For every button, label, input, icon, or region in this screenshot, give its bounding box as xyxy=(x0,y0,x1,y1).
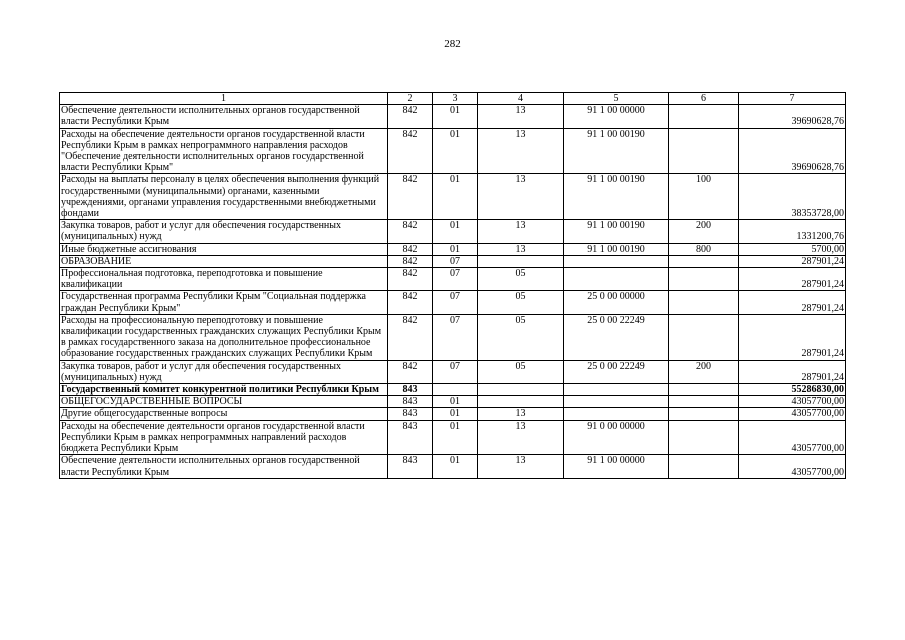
row-expense-type-cell xyxy=(669,420,739,455)
row-name-cell: Расходы на выплаты персоналу в целях обеспечения выполнения функций государственными (муниципальными) органами, казенными учреждениями, органами управления государственными внебюджетными фондами xyxy=(60,174,388,220)
table-row xyxy=(60,174,846,220)
row-subsection-cell: 13 xyxy=(478,105,564,128)
row-subsection-cell: 13 xyxy=(478,408,564,420)
row-name-cell: Другие общегосударственные вопросы xyxy=(60,408,388,420)
row-expense-type-cell xyxy=(669,128,739,174)
row-target-item-cell: 25 0 00 22249 xyxy=(564,314,669,360)
row-expense-type-cell xyxy=(669,255,739,267)
row-target-item-cell: 91 1 00 00190 xyxy=(564,243,669,255)
row-target-item-cell: 91 1 00 00000 xyxy=(564,105,669,128)
row-subsection-cell xyxy=(478,255,564,267)
row-amount-cell: 43057700,00 xyxy=(739,455,846,478)
table-row xyxy=(60,291,846,314)
row-amount-cell: 287901,24 xyxy=(739,291,846,314)
row-target-item-cell: 91 1 00 00190 xyxy=(564,174,669,220)
row-ministry-code-cell: 842 xyxy=(388,105,433,128)
row-section-cell: 01 xyxy=(433,420,478,455)
table-row xyxy=(60,243,846,255)
row-target-item-cell: 91 1 00 00000 xyxy=(564,455,669,478)
header-row xyxy=(60,93,846,105)
row-subsection-cell xyxy=(478,384,564,396)
table-row xyxy=(60,360,846,383)
row-expense-type-cell xyxy=(669,455,739,478)
table-row xyxy=(60,420,846,455)
table-row xyxy=(60,455,846,478)
row-amount-cell: 287901,24 xyxy=(739,314,846,360)
row-expense-type-cell xyxy=(669,268,739,291)
row-name-cell: Обеспечение деятельности исполнительных органов государственной власти Республики Крым xyxy=(60,455,388,478)
table-row xyxy=(60,408,846,420)
row-ministry-code-cell: 842 xyxy=(388,220,433,243)
row-target-item-cell: 25 0 00 00000 xyxy=(564,291,669,314)
row-expense-type-cell: 800 xyxy=(669,243,739,255)
row-ministry-code-cell: 843 xyxy=(388,420,433,455)
row-section-cell: 01 xyxy=(433,455,478,478)
table-row xyxy=(60,220,846,243)
row-section-cell: 01 xyxy=(433,105,478,128)
row-amount-cell: 39690628,76 xyxy=(739,105,846,128)
row-section-cell: 07 xyxy=(433,291,478,314)
row-amount-cell: 287901,24 xyxy=(739,268,846,291)
header-col-1: 1 xyxy=(60,93,388,105)
row-subsection-cell: 13 xyxy=(478,243,564,255)
row-name-cell: Расходы на обеспечение деятельности органов государственной власти Республики Крым в рамках непрограммных направлений расходов бюджета Республики Крым xyxy=(60,420,388,455)
table-row xyxy=(60,105,846,128)
row-section-cell: 07 xyxy=(433,255,478,267)
row-subsection-cell: 13 xyxy=(478,220,564,243)
row-section-cell: 01 xyxy=(433,396,478,408)
row-ministry-code-cell: 842 xyxy=(388,314,433,360)
row-expense-type-cell: 200 xyxy=(669,360,739,383)
row-expense-type-cell xyxy=(669,314,739,360)
row-amount-cell: 39690628,76 xyxy=(739,128,846,174)
row-expense-type-cell xyxy=(669,105,739,128)
row-section-cell: 01 xyxy=(433,408,478,420)
row-target-item-cell xyxy=(564,408,669,420)
table-row xyxy=(60,128,846,174)
table-row xyxy=(60,396,846,408)
row-section-cell: 01 xyxy=(433,220,478,243)
row-target-item-cell: 91 1 00 00190 xyxy=(564,220,669,243)
row-expense-type-cell: 200 xyxy=(669,220,739,243)
row-subsection-cell: 13 xyxy=(478,174,564,220)
row-name-cell: Государственный комитет конкурентной политики Республики Крым xyxy=(60,384,388,396)
page-number: 282 xyxy=(444,38,461,50)
row-ministry-code-cell: 842 xyxy=(388,174,433,220)
row-name-cell: Расходы на профессиональную переподготовку и повышение квалификации государственных гражданских служащих Республики Крым в рамках государственного заказа на дополнительное профессиональное образование государственных гражданских служащих Республики Крым xyxy=(60,314,388,360)
row-ministry-code-cell: 842 xyxy=(388,243,433,255)
row-expense-type-cell xyxy=(669,396,739,408)
row-subsection-cell xyxy=(478,396,564,408)
row-expense-type-cell xyxy=(669,384,739,396)
row-name-cell: Государственная программа Республики Крым "Социальная поддержка граждан Республики Крым" xyxy=(60,291,388,314)
row-subsection-cell: 05 xyxy=(478,314,564,360)
row-ministry-code-cell: 843 xyxy=(388,408,433,420)
row-amount-cell: 287901,24 xyxy=(739,255,846,267)
row-amount-cell: 43057700,00 xyxy=(739,420,846,455)
table-row xyxy=(60,384,846,396)
row-subsection-cell: 13 xyxy=(478,455,564,478)
header-col-3: 3 xyxy=(433,93,478,105)
row-amount-cell: 5700,00 xyxy=(739,243,846,255)
row-ministry-code-cell: 842 xyxy=(388,360,433,383)
header-col-6: 6 xyxy=(669,93,739,105)
row-target-item-cell xyxy=(564,255,669,267)
row-target-item-cell: 91 1 00 00190 xyxy=(564,128,669,174)
header-col-5: 5 xyxy=(564,93,669,105)
row-subsection-cell: 05 xyxy=(478,268,564,291)
row-amount-cell: 287901,24 xyxy=(739,360,846,383)
row-section-cell: 07 xyxy=(433,360,478,383)
row-name-cell: Профессиональная подготовка, переподготовка и повышение квалификации xyxy=(60,268,388,291)
row-ministry-code-cell: 842 xyxy=(388,128,433,174)
table-row xyxy=(60,255,846,267)
table-row xyxy=(60,314,846,360)
row-subsection-cell: 13 xyxy=(478,420,564,455)
row-expense-type-cell xyxy=(669,408,739,420)
row-target-item-cell: 91 0 00 00000 xyxy=(564,420,669,455)
row-subsection-cell: 05 xyxy=(478,360,564,383)
row-name-cell: Закупка товаров, работ и услуг для обеспечения государственных (муниципальных) нужд xyxy=(60,220,388,243)
row-name-cell: ОБЩЕГОСУДАРСТВЕННЫЕ ВОПРОСЫ xyxy=(60,396,388,408)
row-subsection-cell: 05 xyxy=(478,291,564,314)
row-ministry-code-cell: 842 xyxy=(388,255,433,267)
row-target-item-cell xyxy=(564,268,669,291)
header-col-2: 2 xyxy=(388,93,433,105)
row-name-cell: Иные бюджетные ассигнования xyxy=(60,243,388,255)
row-section-cell: 07 xyxy=(433,268,478,291)
budget-table xyxy=(59,92,846,479)
row-ministry-code-cell: 843 xyxy=(388,384,433,396)
row-amount-cell: 38353728,00 xyxy=(739,174,846,220)
row-section-cell: 01 xyxy=(433,128,478,174)
row-section-cell xyxy=(433,384,478,396)
row-amount-cell: 1331200,76 xyxy=(739,220,846,243)
row-section-cell: 01 xyxy=(433,243,478,255)
row-expense-type-cell: 100 xyxy=(669,174,739,220)
row-name-cell: Закупка товаров, работ и услуг для обеспечения государственных (муниципальных) нужд xyxy=(60,360,388,383)
header-col-4: 4 xyxy=(478,93,564,105)
header-col-7: 7 xyxy=(739,93,846,105)
row-ministry-code-cell: 842 xyxy=(388,291,433,314)
row-target-item-cell xyxy=(564,384,669,396)
row-ministry-code-cell: 843 xyxy=(388,455,433,478)
row-section-cell: 07 xyxy=(433,314,478,360)
row-target-item-cell: 25 0 00 22249 xyxy=(564,360,669,383)
row-name-cell: Расходы на обеспечение деятельности органов государственной власти Республики Крым в рамках непрограммного направления расходов "Обеспечение деятельности исполнительных органов государственной власти Республики Крым" xyxy=(60,128,388,174)
row-amount-cell: 55286830,00 xyxy=(739,384,846,396)
row-name-cell: ОБРАЗОВАНИЕ xyxy=(60,255,388,267)
row-subsection-cell: 13 xyxy=(478,128,564,174)
row-amount-cell: 43057700,00 xyxy=(739,396,846,408)
row-ministry-code-cell: 843 xyxy=(388,396,433,408)
row-name-cell: Обеспечение деятельности исполнительных органов государственной власти Республики Крым xyxy=(60,105,388,128)
table-row xyxy=(60,268,846,291)
row-ministry-code-cell: 842 xyxy=(388,268,433,291)
row-expense-type-cell xyxy=(669,291,739,314)
row-target-item-cell xyxy=(564,396,669,408)
row-section-cell: 01 xyxy=(433,174,478,220)
row-amount-cell: 43057700,00 xyxy=(739,408,846,420)
